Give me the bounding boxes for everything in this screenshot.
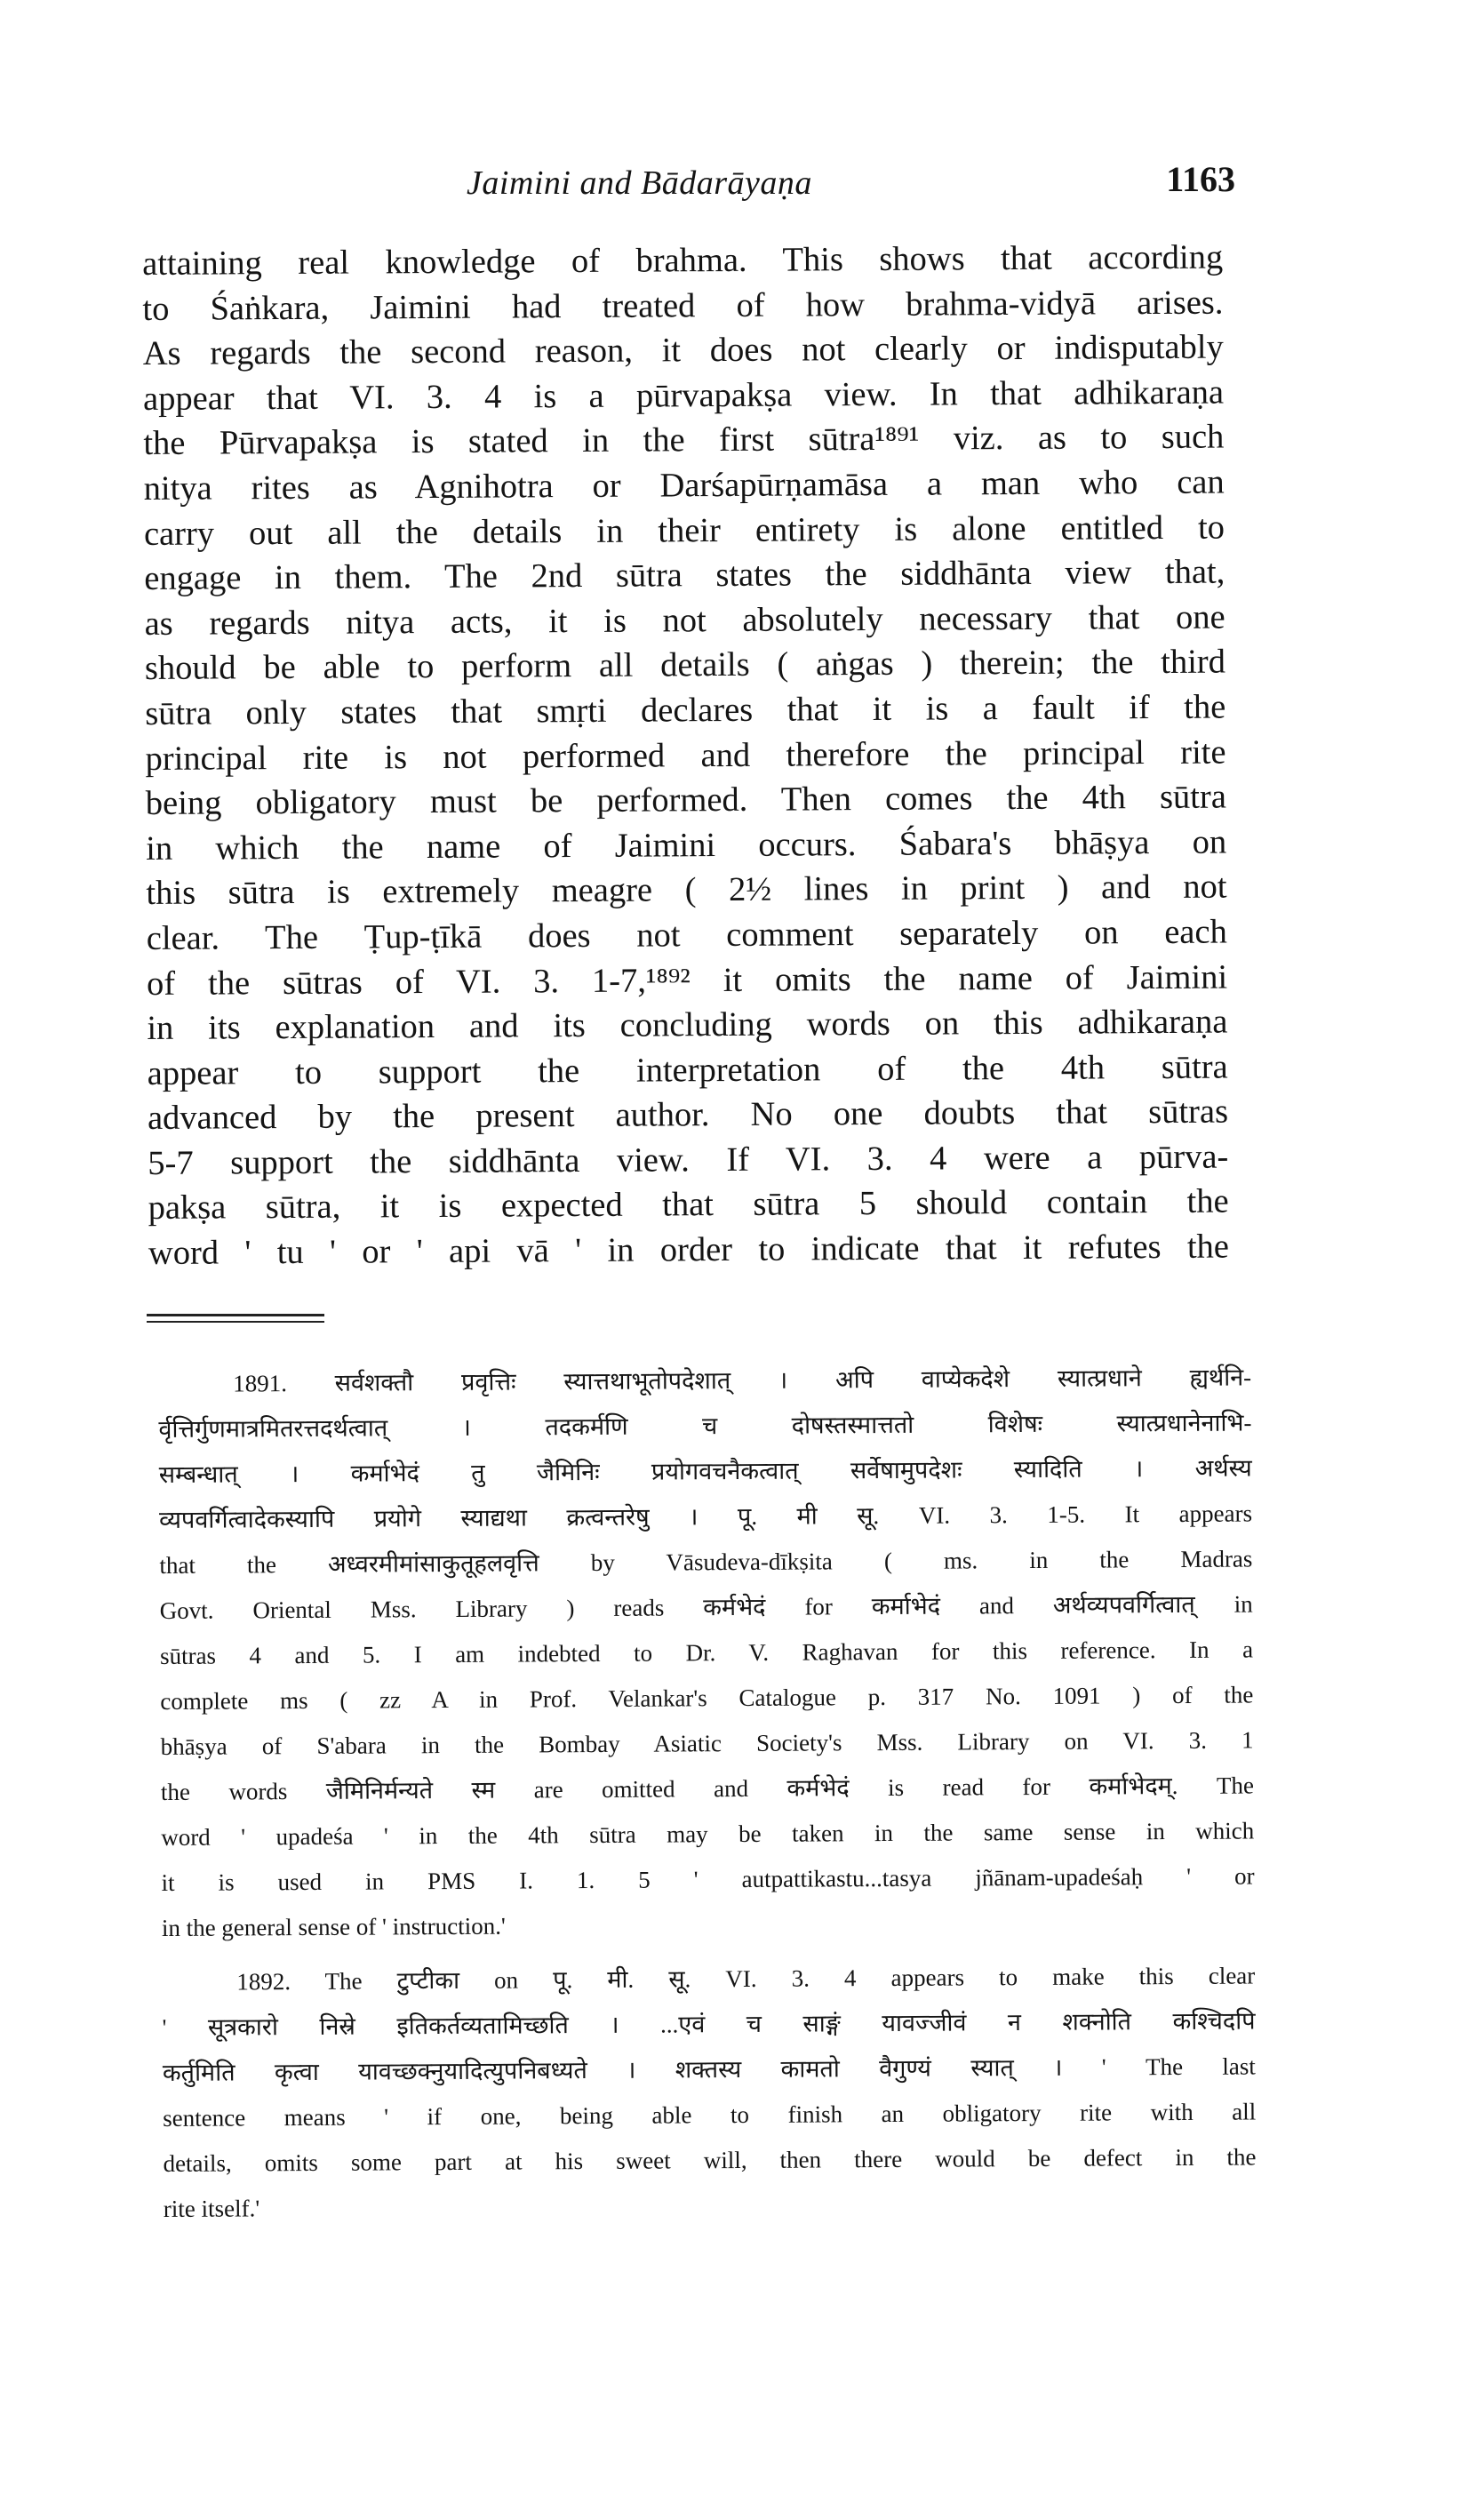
body-line: of the sūtras of VI. 3. 1-7,¹⁸⁹² it omits the name of Jaimini: [146, 958, 1228, 1003]
body-line: pakṣa sūtra, it is expected that sūtra 5 should contain the: [148, 1183, 1229, 1228]
footnote-line: र्वृत्तिर्गुणमात्रमितरत्तदर्थत्वात् । तदकर्मणि च दोषस्तस्मात्ततो विशेषः स्यात्प्रधानेनाभि-: [158, 1409, 1252, 1443]
footnote-line: sūtras 4 and 5. I am indebted to Dr. V. Raghavan for this reference. In a: [159, 1636, 1254, 1669]
running-title: Jaimini and Bādarāyaṇa: [467, 164, 812, 202]
footnote-rule: [147, 1314, 324, 1316]
body-line: the Pūrvapakṣa is stated in the first sūtra¹⁸⁹¹ viz. as to such: [143, 418, 1225, 463]
body-line: principal rite is not performed and therefore the principal rite: [145, 733, 1226, 778]
body-line: As regards the second reason, it does not clearly or indisputably: [142, 328, 1224, 373]
body-line: advanced by the present author. No one doubts that sūtras: [147, 1092, 1229, 1138]
page-number: 1163: [1166, 159, 1235, 199]
body-line: to Śaṅkara, Jaimini had treated of how brahma-vidyā arises.: [142, 284, 1224, 328]
body-line: as regards nitya acts, it is not absolutely necessary that one: [144, 598, 1225, 643]
footnote-line: कर्तुमिति कृत्वा यावच्छक्नुयादित्युपनिबध्यते । शक्तस्य कामतो वैगुण्यं स्यात् । ' The last: [162, 2052, 1256, 2086]
body-paragraph: [142, 236, 1229, 1276]
body-line: 5-7 support the siddhānta view. If VI. 3. 4 were a pūrva-: [148, 1138, 1229, 1182]
body-line: in its explanation and its concluding words on this adhikaraṇa: [147, 1003, 1228, 1048]
body-line: nitya rites as Agnihotra or Darśapūrṇamāsa a man who can: [143, 463, 1225, 508]
footnote-line: sentence means ' if one, being able to finish an obligatory rite with all: [163, 2098, 1257, 2132]
footnote-line: it is used in PMS I. 1. 5 ' autpattikastu...tasya jñānam-upadeśaḥ ' or: [161, 1862, 1255, 1896]
footnote-line: bhāṣya of S'abara in the Bombay Asiatic Society's Mss. Library on VI. 3. 1: [160, 1726, 1254, 1760]
body-line: sūtra only states that smṛti declares that it is a fault if the: [145, 688, 1226, 732]
footnote-line: rite itself.': [163, 2195, 260, 2222]
footnotes: [158, 1355, 1257, 2240]
footnote-line: the words जैमिनिर्मन्यते स्म are omitted and कर्मभेदं is read for कर्माभेदम्. The: [160, 1772, 1255, 1805]
footnote-line: 1892. The टुप्टीका on पू. मी. सू. VI. 3. 4 appears to make this clear: [236, 1962, 1256, 1996]
footnote-line: in the general sense of ' instruction.': [161, 1912, 506, 1941]
footnote-line: that the अध्वरमीमांसाकुतूहलवृत्ति by Vāsudeva-dīkṣita ( ms. in the Madras: [159, 1545, 1253, 1579]
body-line: should be able to perform all details ( aṅgas ) therein; the third: [144, 643, 1226, 688]
footnote-line: सम्बन्धात् । कर्माभेदं तु जैमिनिः प्रयोगवचनैकत्वात् सर्वेषामुपदेशः स्यादिति । अर्थस्य: [158, 1454, 1252, 1488]
footnote-rule-double: [147, 1321, 324, 1323]
body-line: this sūtra is extremely meagre ( 2½ lines in print ) and not: [146, 868, 1227, 913]
body-line: in which the name of Jaimini occurs. Śabara's bhāṣya on: [146, 823, 1227, 868]
footnote-1891: [158, 1355, 1255, 1951]
footnote-line: word ' upadeśa ' in the 4th sūtra may be taken in the same sense in which: [161, 1817, 1255, 1851]
footnote-1892: [162, 1953, 1257, 2232]
footnote-line: 1891. सर्वशक्तौ प्रवृत्तिः स्यात्तथाभूतोपदेशात् । अपि वाप्येकदेशे स्यात्प्रधाने ह्यर्थनि-: [233, 1364, 1252, 1397]
footnote-line: Govt. Oriental Mss. Library ) reads कर्मभेदं for कर्माभेदं and अर्थव्यपवर्गित्वात् in: [159, 1590, 1253, 1624]
body-line: carry out all the details in their entirety is alone entitled to: [143, 508, 1225, 553]
body-line: engage in them. The 2nd sūtra states the siddhānta view that,: [144, 553, 1225, 598]
body-line: word ' tu ' or ' api vā ' in order to indicate that it refutes the: [148, 1228, 1230, 1273]
page-header: [142, 158, 1235, 212]
body-line: appear that VI. 3. 4 is a pūrvapakṣa view. In that adhikaraṇa: [142, 373, 1225, 418]
footnote-line: व्यपवर्गित्वादेकस्यापि प्रयोगे स्याद्यथा क्रत्वन्तरेषु । पू. मी सू. VI. 3. 1-5. It appears: [158, 1500, 1253, 1533]
body-line: being obligatory must be performed. Then comes the 4th sūtra: [145, 778, 1226, 823]
footnote-line: details, omits some part at his sweet will, then there would be defect in the: [163, 2143, 1257, 2177]
body-line: appear to support the interpretation of the 4th sūtra: [147, 1048, 1228, 1092]
footnote-line: complete ms ( zz A in Prof. Velankar's Catalogue p. 317 No. 1091 ) of the: [160, 1681, 1254, 1715]
body-line: clear. The Ṭup-ṭīkā does not comment separately on each: [146, 913, 1227, 957]
footnote-line: ' सूत्रकारो निस्रे इतिकर्तव्यतामिच्छति । ...एवं च साङ्गं यावज्जीवं न शक्नोति कश्चिदपि: [162, 2007, 1256, 2041]
body-line: attaining real knowledge of brahma. This shows that according: [142, 238, 1224, 283]
